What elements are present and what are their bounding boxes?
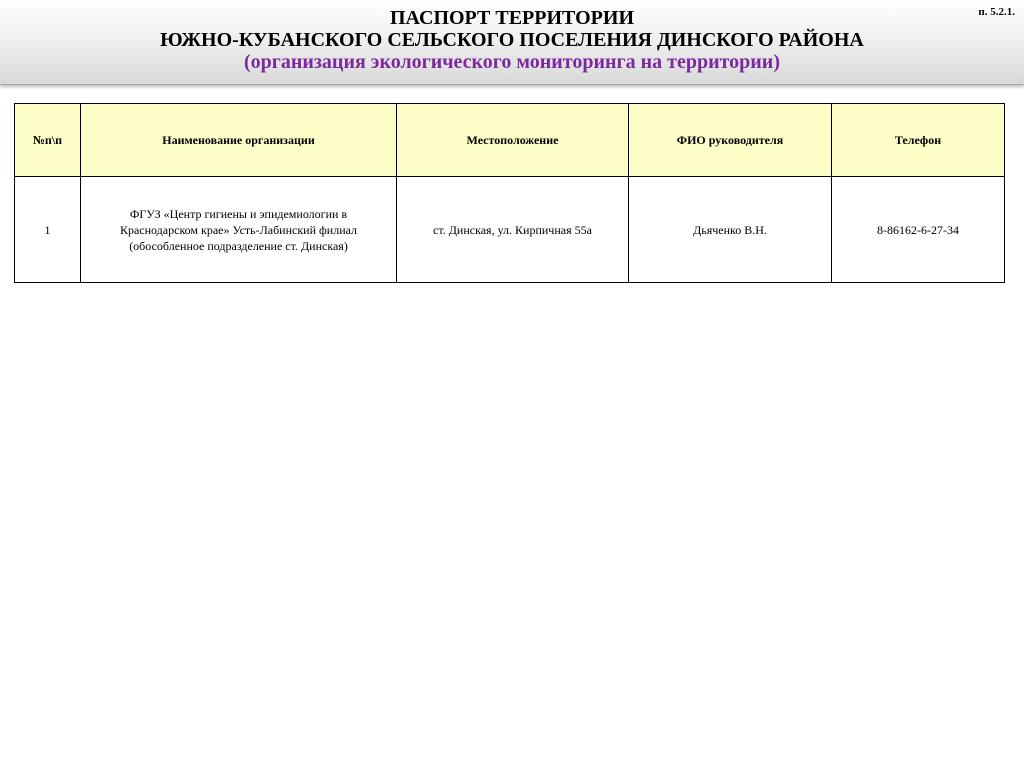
column-header-organization: Наименование организации: [81, 104, 397, 177]
page-title-line-2: ЮЖНО-КУБАНСКОГО СЕЛЬСКОГО ПОСЕЛЕНИЯ ДИНСКОГО РАЙОНА: [160, 29, 864, 51]
cell-head: Дьяченко В.Н.: [629, 177, 832, 283]
page-title-line-1: ПАСПОРТ ТЕРРИТОРИИ: [390, 7, 634, 29]
column-header-head: ФИО руководителя: [629, 104, 832, 177]
section-reference: п. 5.2.1.: [978, 6, 1015, 18]
column-header-location: Местоположение: [397, 104, 629, 177]
column-header-number: №п\п: [15, 104, 81, 177]
table-row: [15, 177, 1005, 283]
organization-name-line: Краснодарском крае» Усть-Лабинский филиал: [119, 222, 358, 237]
slide-header: [0, 0, 1024, 85]
organization-name-line: ФГУЗ «Центр гигиены и эпидемиологии в: [129, 206, 348, 221]
cell-organization: [81, 177, 397, 283]
cell-number: 1: [15, 177, 81, 283]
cell-location: ст. Динская, ул. Кирпичная 55а: [397, 177, 629, 283]
organization-name-line: (обособленное подразделение ст. Динская): [129, 238, 348, 253]
organizations-table: [14, 103, 1005, 283]
page-subtitle: (организация экологического мониторинга на территории): [243, 51, 780, 73]
column-header-phone: Телефон: [832, 104, 1005, 177]
table-header-row: [15, 104, 1005, 177]
cell-phone: 8-86162-6-27-34: [832, 177, 1005, 283]
